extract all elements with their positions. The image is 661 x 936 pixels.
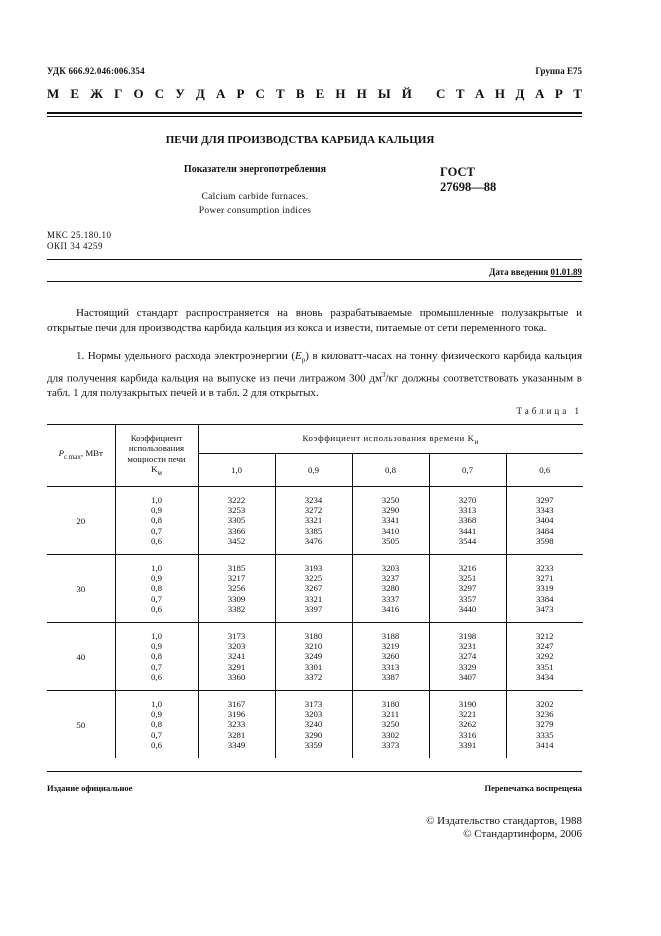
consumption-value: 3203: [304, 709, 323, 720]
heading-letter: Г: [114, 86, 123, 101]
heading-letter: У: [175, 86, 185, 101]
value-cell: [198, 691, 275, 759]
mks-code: МКС 25.180.10: [47, 230, 112, 240]
heading-letter: Ы: [377, 86, 391, 101]
clause-var: E: [295, 350, 302, 362]
power-var: P: [58, 448, 64, 459]
km-cell: [115, 623, 198, 691]
consumption-value: 3274: [458, 651, 477, 662]
km-value: 0,8: [151, 719, 162, 730]
consumption-value: 3291: [227, 661, 246, 672]
consumption-value: 3329: [458, 661, 477, 672]
consumption-value: 3211: [381, 709, 400, 720]
official-edition: Издание официальное: [47, 783, 133, 793]
km-value: 1,0: [151, 495, 162, 505]
consumption-value: 3335: [535, 729, 554, 740]
km-value: 0,9: [151, 505, 162, 516]
consumption-value: 3301: [304, 661, 323, 672]
heading-letter: С: [154, 86, 165, 101]
gost-label: ГОСТ: [440, 165, 475, 179]
udk-code: УДК 666.92.046:006.354: [47, 66, 145, 76]
value-cell: [352, 555, 429, 623]
km-value: 0,6: [151, 535, 162, 546]
clause-text: /кг должны соответствовать указанным в табл. 1 для полузакрытых печей и в табл. 2 для открытых.: [47, 372, 582, 399]
interstate-word: [47, 86, 412, 102]
consumption-value: 3349: [227, 739, 246, 750]
consumption-value: 3544: [458, 535, 477, 546]
consumption-value: 3385: [304, 525, 323, 536]
document-title: ПЕЧИ ДЛЯ ПРОИЗВОДСТВА КАРБИДА КАЛЬЦИЯ: [165, 134, 435, 146]
km-value: 0,8: [151, 651, 162, 662]
table-row: [47, 487, 583, 555]
clause-text: 1. Нормы удельного расхода электроэнергии (: [76, 350, 296, 362]
consumption-value: 3321: [304, 593, 323, 604]
consumption-value: 3270: [458, 495, 477, 505]
col-header-kv: 1,0: [198, 454, 275, 487]
heading-letter: Т: [573, 86, 582, 101]
power-cell: 30: [47, 555, 115, 623]
consumption-value: 3321: [304, 515, 323, 526]
value-cell: [198, 487, 275, 555]
consumption-value: 3313: [458, 505, 477, 516]
consumption-value: 3219: [381, 641, 400, 652]
consumption-value: 3236: [535, 709, 554, 720]
km-value: 0,9: [151, 709, 162, 720]
value-cell: [275, 691, 352, 759]
heading-letter: А: [534, 86, 545, 101]
table-row: [47, 623, 583, 691]
consumption-value: 3359: [304, 739, 323, 750]
heading-letter: Р: [236, 86, 245, 101]
heading-letter: Р: [554, 86, 563, 101]
consumption-value: 3180: [304, 631, 323, 642]
consumption-value: 3281: [227, 729, 246, 740]
consumption-value: 3290: [381, 505, 400, 516]
consumption-value: 3190: [458, 699, 477, 710]
heading-letter: Ж: [90, 86, 104, 101]
kv-group-sub: и: [474, 437, 479, 446]
consumption-value: 3404: [535, 515, 554, 526]
km-cell: [115, 487, 198, 555]
consumption-value: 3337: [381, 593, 400, 604]
value-cell: [352, 623, 429, 691]
value-cell: [506, 623, 583, 691]
value-cell: [429, 555, 506, 623]
consumption-value: 3416: [381, 603, 400, 614]
consumption-value: 3292: [535, 651, 554, 662]
scope-paragraph: Настоящий стандарт распространяется на вновь разрабатываемые промышленные полузакрытые и открытые печи для производства карбида кальция из кокса и извести, питаемые от сети переменного тока.: [47, 307, 582, 334]
heading-letter: Н: [494, 86, 506, 101]
km-value: 0,7: [151, 593, 162, 604]
km-value: 0,9: [151, 641, 162, 652]
english-title: [150, 190, 360, 218]
header-rule: [47, 112, 582, 114]
consumption-value: 3202: [535, 699, 554, 710]
consumption-value: 3247: [535, 641, 554, 652]
consumption-value: 3373: [381, 739, 400, 750]
heading-letter: Т: [455, 86, 465, 101]
consumption-value: 3484: [535, 525, 554, 536]
km-header-text: Коэффициент использования мощности печи K: [127, 432, 186, 475]
consumption-value: 3441: [458, 525, 477, 536]
value-cell: [275, 555, 352, 623]
heading-letter: С: [436, 86, 446, 101]
value-cell: [506, 691, 583, 759]
clause-1-paragraph: [47, 349, 582, 400]
power-cell: 50: [76, 719, 86, 730]
consumption-value: 3473: [535, 603, 554, 614]
value-cell: [198, 623, 275, 691]
header-rule-thin: [47, 116, 582, 117]
km-value: 0,7: [151, 661, 162, 672]
value-cell: [506, 555, 583, 623]
col-header-kv: 0,6: [506, 454, 583, 487]
consumption-value: 3260: [381, 651, 400, 662]
clause-text: ) в киловатт-часах на тонну физического карбида кальция для получения карбида кальция на выпуске из печи литражом 300 дм: [47, 350, 582, 385]
consumption-value: 3231: [458, 641, 477, 652]
heading-letter: А: [215, 86, 226, 101]
km-value: 0,6: [151, 739, 162, 750]
col-header-kv: 0,9: [275, 454, 352, 487]
value-cell: [275, 487, 352, 555]
consumption-value: 3185: [227, 563, 246, 574]
document-subtitle: Показатели энергопотребления: [183, 164, 327, 175]
footer-rule: [47, 771, 582, 772]
heading-letter: А: [475, 86, 485, 101]
consumption-value: 3290: [304, 729, 323, 740]
value-cell: [198, 555, 275, 623]
consumption-value: 3240: [304, 719, 323, 730]
copyright: [426, 815, 582, 841]
consumption-value: 3391: [458, 739, 477, 750]
gost-number: [440, 165, 540, 195]
consumption-value: 3360: [227, 671, 246, 682]
english-title-line: Calcium carbide furnaces.: [201, 192, 309, 202]
value-cell: [429, 623, 506, 691]
km-header-sub: м: [157, 468, 162, 477]
value-cell: [352, 691, 429, 759]
consumption-value: 3366: [227, 525, 246, 536]
consumption-value: 3280: [381, 583, 400, 594]
consumption-value: 3267: [304, 583, 323, 594]
standard-word: [436, 86, 582, 102]
km-value: 1,0: [151, 631, 162, 642]
consumption-value: 3233: [535, 563, 554, 574]
power-sub: c max: [64, 452, 81, 461]
consumption-value: 3357: [458, 593, 477, 604]
date-value: 01.01.89: [550, 267, 582, 277]
interstate-standard-heading: [47, 86, 582, 102]
consumption-value: 3180: [381, 699, 400, 710]
date-label: Дата введения: [489, 267, 549, 277]
consumption-value: 3452: [227, 535, 246, 546]
power-unit: , МВт: [80, 448, 103, 459]
consumption-value: 3279: [535, 719, 554, 730]
kv-group-text: Коэффициент использования времени K: [302, 432, 475, 443]
heading-letter: Д: [195, 86, 205, 101]
consumption-value: 3188: [381, 631, 400, 642]
consumption-value: 3313: [381, 661, 400, 672]
km-value: 0,6: [151, 671, 162, 682]
effective-date: [489, 267, 582, 277]
consumption-value: 3241: [227, 651, 246, 662]
power-cell: 20: [47, 487, 115, 555]
consumption-value: 3384: [535, 593, 554, 604]
consumption-value: 3397: [304, 603, 323, 614]
km-value: 1,0: [151, 699, 162, 710]
consumption-value: 3250: [381, 719, 400, 730]
codes-rule: [47, 259, 582, 260]
consumption-value: 3316: [458, 729, 477, 740]
table-row: [47, 555, 583, 623]
heading-letter: В: [295, 86, 305, 101]
consumption-value: 3382: [227, 603, 246, 614]
okp-code: ОКП 34 4259: [47, 241, 104, 251]
consumption-value: 3297: [458, 583, 477, 594]
consumption-value: 3305: [227, 515, 246, 526]
gost-code: 27698—88: [440, 180, 497, 194]
consumption-value: 3193: [304, 563, 323, 574]
consumption-value: 3387: [381, 671, 400, 682]
consumption-value: 3414: [535, 739, 554, 750]
consumption-value: 3217: [227, 573, 246, 584]
classification-codes: [47, 230, 112, 252]
consumption-value: 3251: [458, 573, 477, 584]
consumption-value: 3216: [458, 563, 477, 574]
km-value: 0,9: [151, 573, 162, 584]
consumption-value: 3434: [535, 671, 554, 682]
copyright-line: © Издательство стандартов, 1988: [426, 815, 582, 827]
heading-letter: М: [47, 86, 60, 101]
consumption-value: 3505: [381, 535, 400, 546]
consumption-value: 3372: [304, 671, 323, 682]
consumption-value: 3237: [381, 573, 400, 584]
consumption-value: 3410: [381, 525, 400, 536]
consumption-value: 3173: [227, 631, 246, 642]
value-cell: [506, 487, 583, 555]
value-cell: [352, 487, 429, 555]
group-code: Группа Е75: [535, 66, 582, 76]
col-header-power: [47, 425, 115, 487]
consumption-value: 3196: [227, 709, 246, 720]
km-cell: [115, 555, 198, 623]
copyright-line: © Стандартинформ, 2006: [463, 828, 582, 840]
consumption-value: 3262: [458, 719, 477, 730]
value-cell: [429, 691, 506, 759]
consumption-value: 3173: [304, 699, 323, 710]
date-rule: [47, 281, 582, 282]
km-value: 0,8: [151, 515, 162, 526]
consumption-value: 3309: [227, 593, 246, 604]
consumption-value: 3203: [381, 563, 400, 574]
consumption-value: 3225: [304, 573, 323, 584]
english-title-line: Power consumption indices: [198, 206, 312, 216]
table-label: Таблица 1: [516, 406, 582, 416]
consumption-value: 3297: [535, 495, 554, 505]
consumption-value: 3302: [381, 729, 400, 740]
consumption-value: 3476: [304, 535, 323, 546]
heading-letter: Н: [335, 86, 346, 101]
consumption-value: 3598: [535, 535, 554, 546]
heading-letter: Е: [315, 86, 325, 101]
reprint-prohibited: Перепечатка воспрещена: [484, 783, 582, 793]
power-cell: 40: [47, 623, 115, 691]
consumption-value: 3368: [458, 515, 477, 526]
consumption-value: 3250: [381, 495, 400, 505]
consumption-value: 3203: [227, 641, 246, 652]
consumption-value: 3222: [227, 495, 246, 505]
consumption-value: 3440: [458, 603, 477, 614]
consumption-value: 3272: [304, 505, 323, 516]
col-header-km: [115, 425, 198, 487]
consumption-value: 3167: [227, 699, 246, 710]
col-header-kv: 0,8: [352, 454, 429, 487]
table-row: [47, 691, 583, 759]
km-value: 0,7: [151, 729, 162, 740]
km-value: 0,8: [151, 583, 162, 594]
consumption-value: 3253: [227, 505, 246, 516]
consumption-value: 3221: [458, 709, 477, 720]
km-value: 0,7: [151, 525, 162, 536]
km-value: 1,0: [151, 563, 162, 574]
consumption-value: 3271: [535, 573, 554, 584]
heading-letter: Й: [401, 86, 412, 101]
col-header-kv: 0,7: [429, 454, 506, 487]
consumption-value: 3233: [227, 719, 246, 730]
consumption-value: 3249: [304, 651, 323, 662]
consumption-value: 3351: [535, 661, 554, 672]
heading-letter: Д: [515, 86, 525, 101]
consumption-value: 3234: [304, 495, 323, 505]
consumption-value: 3198: [458, 631, 477, 642]
km-value: 0,6: [151, 603, 162, 614]
heading-letter: Н: [356, 86, 367, 101]
consumption-value: 3319: [535, 583, 554, 594]
clause-sub: р: [301, 356, 306, 365]
consumption-value: 3256: [227, 583, 246, 594]
heading-letter: О: [133, 86, 144, 101]
consumption-value: 3212: [535, 631, 554, 642]
consumption-value: 3210: [304, 641, 323, 652]
consumption-value: 3343: [535, 505, 554, 516]
col-header-kv-group: [198, 425, 583, 454]
heading-letter: С: [255, 86, 265, 101]
consumption-value: 3407: [458, 671, 477, 682]
consumption-table: [47, 424, 583, 758]
value-cell: [275, 623, 352, 691]
value-cell: [429, 487, 506, 555]
heading-letter: Е: [70, 86, 80, 101]
km-cell: [115, 691, 198, 759]
clause-sup: 3: [381, 370, 386, 379]
heading-letter: Т: [276, 86, 285, 101]
consumption-value: 3341: [381, 515, 400, 526]
